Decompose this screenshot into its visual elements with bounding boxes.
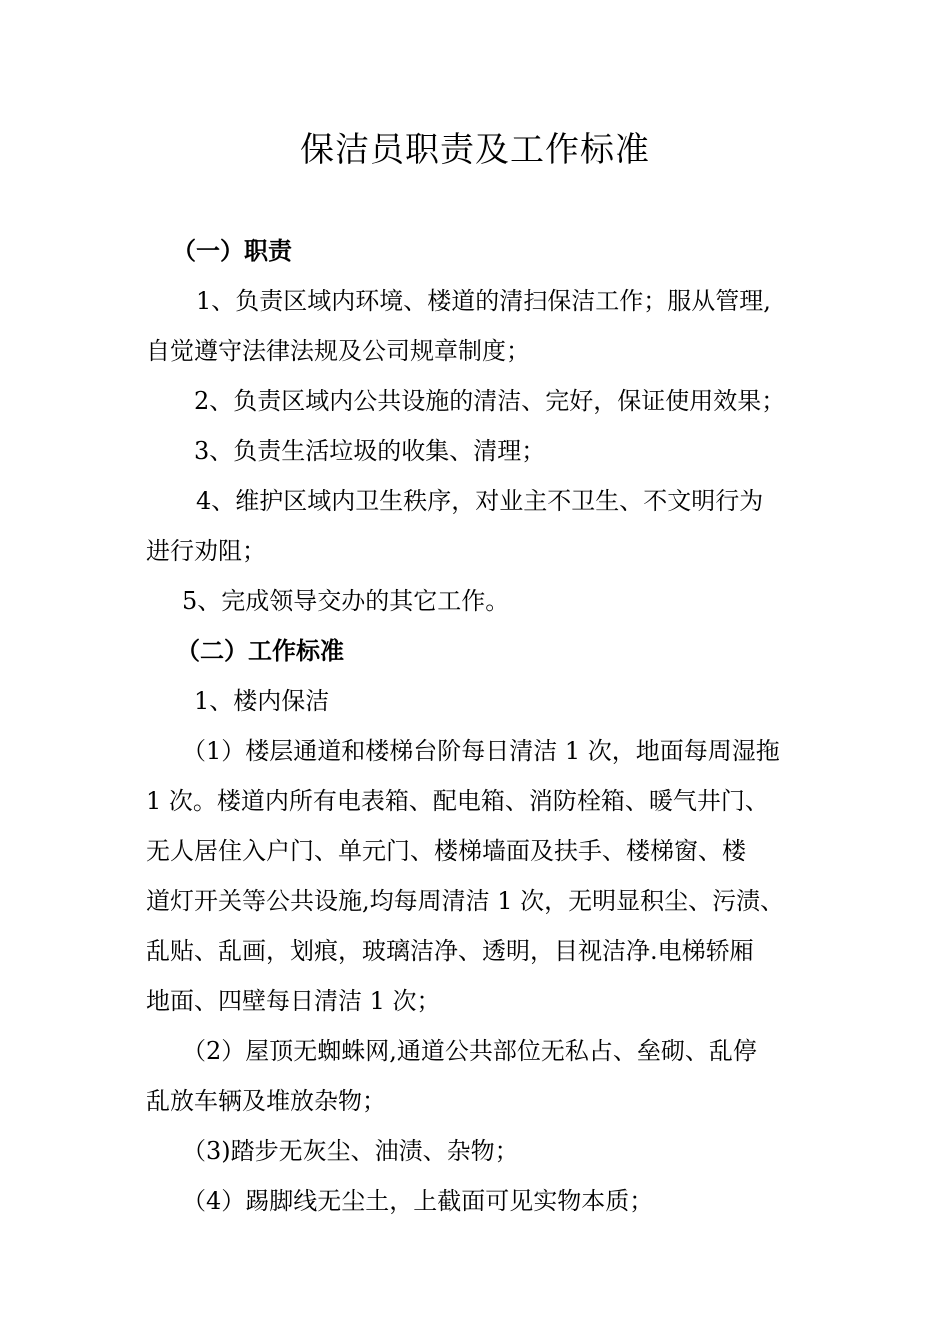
standard-subheading-1: 1、楼内保洁 (194, 687, 330, 715)
standard-paragraph-3: （3)踏步无灰尘、油渍、杂物； (182, 1137, 519, 1165)
duty-item-5: 5、完成领导交办的其它工作。 (182, 587, 510, 615)
document-body (146, 226, 826, 1226)
section-heading-standards: （二）工作标准 (176, 637, 344, 665)
standard-paragraph-4: （4）踢脚线无尘土，上截面可见实物本质； (182, 1187, 654, 1215)
standard-paragraph-1-line: （1）楼层通道和楼梯台阶每日清洁 1 次，地面每周湿拖 (182, 737, 780, 765)
standard-paragraph-1-line: 1 次。楼道内所有电表箱、配电箱、消防栓箱、暖气井门、 (146, 787, 769, 815)
duty-item-4-line-1: 4、维护区域内卫生秩序，对业主不卫生、不文明行为 (196, 487, 764, 515)
standard-paragraph-2-line: 乱放车辆及堆放杂物； (146, 1087, 386, 1115)
standard-paragraph-1-line: 地面、四壁每日清洁 1 次； (146, 987, 441, 1015)
standard-paragraph-1-line: 无人居住入户门、单元门、楼梯墙面及扶手、楼梯窗、楼 (146, 837, 746, 865)
duty-item-1-line-2: 自觉遵守法律法规及公司规章制度； (146, 337, 530, 365)
duty-item-1-line-1: 1、负责区域内环境、楼道的清扫保洁工作；服从管理, (196, 287, 771, 315)
standard-paragraph-1-line: 道灯开关等公共设施,均每周清洁 1 次，无明显积尘、污渍、 (146, 887, 785, 915)
standard-paragraph-1-line: 乱贴、乱画，划痕，玻璃洁净、透明，目视洁净.电梯轿厢 (146, 937, 754, 965)
duty-item-2: 2、负责区域内公共设施的清洁、完好，保证使用效果； (194, 387, 786, 415)
duty-item-3: 3、负责生活垃圾的收集、清理； (194, 437, 546, 465)
duty-item-4-line-2: 进行劝阻； (146, 537, 266, 565)
document-title: 保洁员职责及工作标准 (300, 130, 650, 170)
section-heading-duties: （一）职责 (172, 237, 292, 265)
standard-paragraph-2-line: （2）屋顶无蜘蛛网,通道公共部位无私占、垒砌、乱停 (182, 1037, 757, 1065)
